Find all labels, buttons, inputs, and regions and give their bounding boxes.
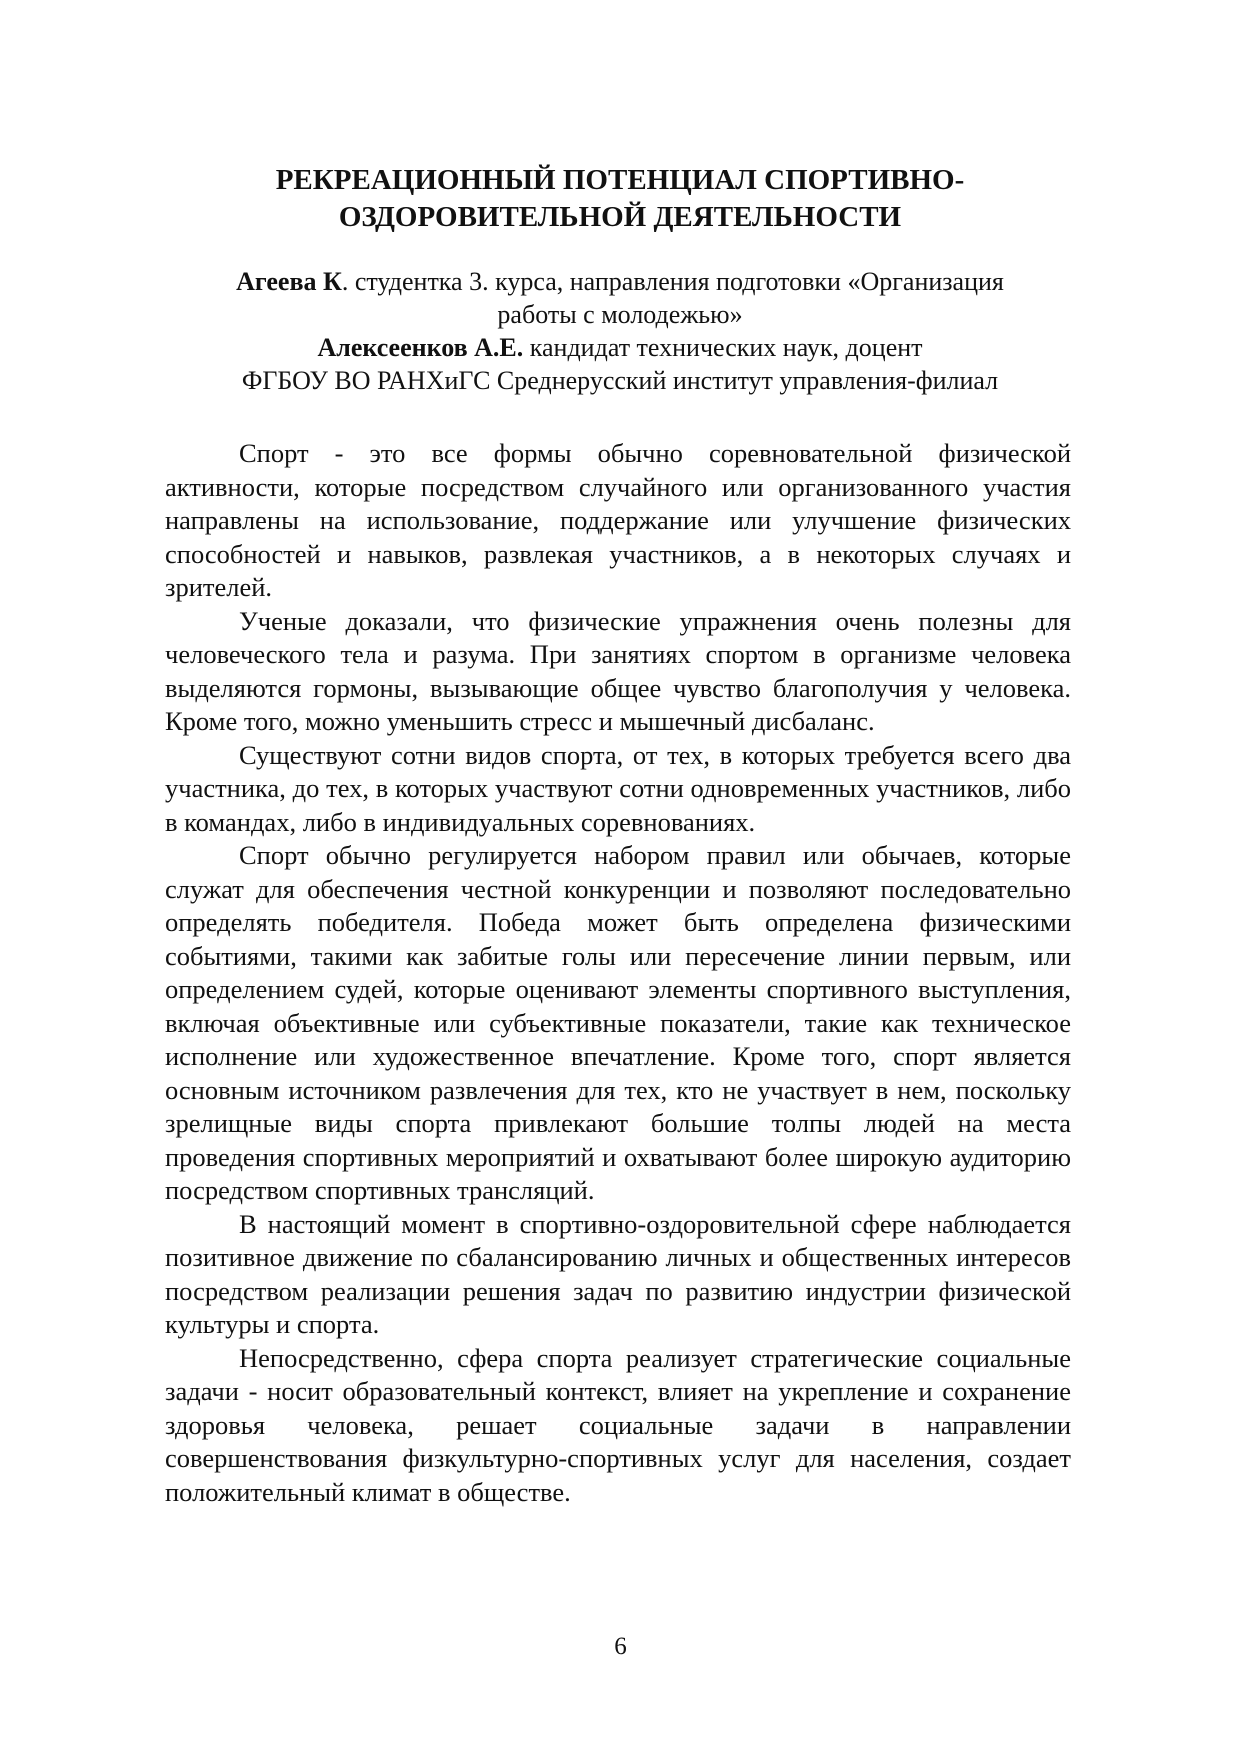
article-body [165,437,1071,1509]
author-1-info-continued: работы с молодежью» [497,300,743,329]
author-2-info: кандидат технических наук, доцент [523,333,923,362]
author-2-line [150,331,1090,364]
author-1-info: . студентка 3. курса, направления подготовки «Организация [341,267,1004,296]
paragraph: Существуют сотни видов спорта, от тех, в которых требуется всего два участника, до тех, в которых участвуют сотни одновременных участников, либо в командах, либо в индивидуальных соревнованиях. [165,739,1071,837]
paragraph: Ученые доказали, что физические упражнения очень полезны для человеческого тела и разума. При занятиях спортом в организме человека выделяются гормоны, вызывающие общее чувство благополучия у человека. Кроме того, можно уменьшить стресс и мышечный дисбаланс. [165,605,1071,736]
author-block [150,265,1090,397]
author-2-name: Алексеенков А.Е. [317,333,524,362]
paragraph: Непосредственно, сфера спорта реализует стратегические социальные задачи - носит образовательный контекст, влияет на укрепление и сохранение здоровья человека, решает социальные задачи в направлении совершенствования физкультурно-спортивных услуг для населения, создает положительный климат в обществе. [165,1342,1071,1507]
paragraph: В настоящий момент в спортивно-оздоровительной сфере наблюдается позитивное движение по сбалансированию личных и общественных интересов посредством реализации решения задач по развитию индустрии физической культуры и спорта. [165,1208,1071,1339]
paragraph: Спорт обычно регулируется набором правил или обычаев, которые служат для обеспечения честной конкуренции и позволяют последовательно определять победителя. Победа может быть определена физическими событиями, такими как забитые голы или пересечение линии первым, или определением судей, которые оценивают элементы спортивного выступления, включая объективные или субъективные показатели, такие как техническое исполнение или художественное впечатление. Кроме того, спорт является основным источником развлечения для тех, кто не участвует в нем, поскольку зрелищные виды спорта привлекают большие толпы людей на места проведения спортивных мероприятий и охватывают более широкую аудиторию посредством спортивных трансляций. [165,840,1071,1205]
author-1-line [150,265,1090,298]
author-1-name: Агеева К [236,267,342,296]
page-number: 6 [614,1633,627,1660]
paragraph: Спорт - это все формы обычно соревновательной физической активности, которые посредством случайного или организованного участия направлены на использование, поддержание или улучшение физических способностей и навыков, развлекая участников, а в некоторых случаях и зрителей. [165,438,1071,602]
article-title-line-1: РЕКРЕАЦИОННЫЙ ПОТЕНЦИАЛ СПОРТИВНО- [275,164,965,196]
article-title [170,162,1070,236]
article-title-line-2: ОЗДОРОВИТЕЛЬНОЙ ДЕЯТЕЛЬНОСТИ [338,201,902,233]
affiliation: ФГБОУ ВО РАНХиГС Среднерусский институт управления-филиал [241,366,999,395]
